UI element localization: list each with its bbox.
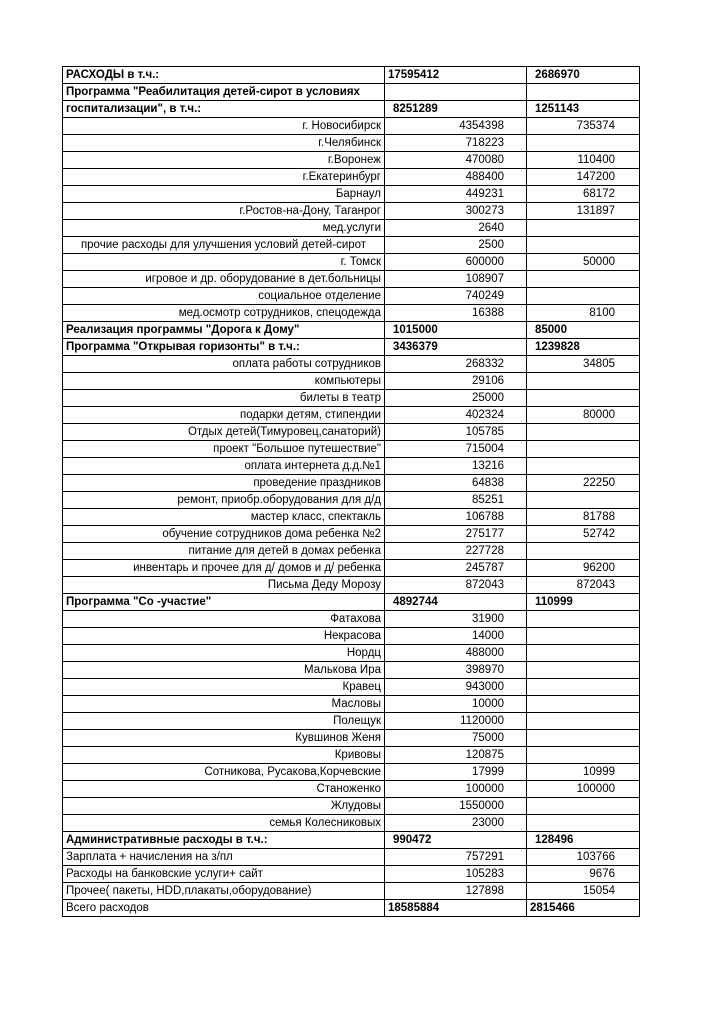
row-value-total: 1550000 [385, 798, 527, 815]
row-label: Программа "Реабилитация детей-сирот в условиях [63, 84, 385, 101]
table-row [63, 424, 640, 441]
row-label: мед.услуги [63, 220, 385, 237]
row-label: Кривовы [63, 747, 385, 764]
row-value-period [527, 220, 640, 237]
table-row [63, 509, 640, 526]
row-label: Фатахова [63, 611, 385, 628]
table-row [63, 135, 640, 152]
row-label: г. Новосибирск [63, 118, 385, 135]
row-value-period [527, 696, 640, 713]
row-label: Зарплата + начисления на з/пл [63, 849, 385, 866]
row-value-total: 740249 [385, 288, 527, 305]
table-row [63, 118, 640, 135]
table-row [63, 849, 640, 866]
row-label: Реализация программы "Дорога к Дому" [63, 322, 385, 339]
table-row [63, 900, 640, 917]
table-row [63, 781, 640, 798]
table-row [63, 713, 640, 730]
row-value-total: 1120000 [385, 713, 527, 730]
row-label: Кувшинов Женя [63, 730, 385, 747]
row-value-period: 1251143 [527, 101, 640, 118]
row-value-period: 128496 [527, 832, 640, 849]
row-label: подарки детям, стипендии [63, 407, 385, 424]
row-value-period [527, 798, 640, 815]
row-value-total: 17999 [385, 764, 527, 781]
row-value-total: 488000 [385, 645, 527, 662]
row-value-total: 127898 [385, 883, 527, 900]
row-value-period [527, 730, 640, 747]
row-label: Программа "Открывая горизонты" в т.ч.: [63, 339, 385, 356]
row-value-period: 8100 [527, 305, 640, 322]
table-row [63, 407, 640, 424]
row-label: Сотникова, Русакова,Корчевские [63, 764, 385, 781]
table-row [63, 696, 640, 713]
row-label: Прочее( пакеты, HDD,плакаты,оборудование) [63, 883, 385, 900]
row-label: обучение сотрудников дома ребенка №2 [63, 526, 385, 543]
row-label: компьютеры [63, 373, 385, 390]
row-value-period [527, 747, 640, 764]
row-value-total: 470080 [385, 152, 527, 169]
row-value-period: 100000 [527, 781, 640, 798]
row-label: Станоженко [63, 781, 385, 798]
table-row [63, 339, 640, 356]
row-value-total: 227728 [385, 543, 527, 560]
row-value-total: 4892744 [385, 594, 527, 611]
row-value-total: 600000 [385, 254, 527, 271]
row-value-total: 488400 [385, 169, 527, 186]
row-value-total: 16388 [385, 305, 527, 322]
row-value-period [527, 237, 640, 254]
table-row [63, 254, 640, 271]
row-value-total: 3436379 [385, 339, 527, 356]
table-row [63, 543, 640, 560]
row-label: Кравец [63, 679, 385, 696]
row-value-total: 10000 [385, 696, 527, 713]
table-row [63, 356, 640, 373]
row-label: Некрасова [63, 628, 385, 645]
row-value-total: 990472 [385, 832, 527, 849]
table-row [63, 186, 640, 203]
row-value-period: 103766 [527, 849, 640, 866]
table-row [63, 152, 640, 169]
row-value-total: 2500 [385, 237, 527, 254]
row-label: Письма Деду Морозу [63, 577, 385, 594]
table-row [63, 628, 640, 645]
row-value-total: 757291 [385, 849, 527, 866]
row-label: г.Екатеринбург [63, 169, 385, 186]
table-row [63, 458, 640, 475]
row-value-period: 110999 [527, 594, 640, 611]
row-value-period [527, 288, 640, 305]
table-row [63, 526, 640, 543]
row-value-total: 31900 [385, 611, 527, 628]
row-label: Полещук [63, 713, 385, 730]
row-label: Нордц [63, 645, 385, 662]
table-row [63, 730, 640, 747]
table-row [63, 237, 640, 254]
row-value-period: 34805 [527, 356, 640, 373]
row-label: проведение праздников [63, 475, 385, 492]
table-row [63, 662, 640, 679]
row-value-total: 268332 [385, 356, 527, 373]
row-value-total: 25000 [385, 390, 527, 407]
table-row [63, 798, 640, 815]
table-row [63, 747, 640, 764]
row-value-period [527, 271, 640, 288]
row-value-period [527, 543, 640, 560]
row-label: игровое и др. оборудование в дет.больницы [63, 271, 385, 288]
row-label: г.Воронеж [63, 152, 385, 169]
row-label: оплата интернета д.д.№1 [63, 458, 385, 475]
row-label: оплата работы сотрудников [63, 356, 385, 373]
row-label: социальное отделение [63, 288, 385, 305]
row-label: мед.осмотр сотрудников, спецодежда [63, 305, 385, 322]
row-value-period: 52742 [527, 526, 640, 543]
row-label: Всего расходов [63, 900, 385, 917]
row-value-period: 147200 [527, 169, 640, 186]
row-value-total: 718223 [385, 135, 527, 152]
row-value-period: 9676 [527, 866, 640, 883]
table-row [63, 373, 640, 390]
row-label: Малькова Ира [63, 662, 385, 679]
table-row [63, 220, 640, 237]
row-label: Масловы [63, 696, 385, 713]
row-value-total: 18585884 [385, 900, 527, 917]
row-value-period [527, 679, 640, 696]
table-row [63, 594, 640, 611]
expenses-table-body [63, 67, 640, 917]
row-value-period: 2686970 [527, 67, 640, 84]
table-row [63, 441, 640, 458]
row-value-total: 17595412 [385, 67, 527, 84]
row-label: РАСХОДЫ в т.ч.: [63, 67, 385, 84]
row-label: питание для детей в домах ребенка [63, 543, 385, 560]
row-value-period: 80000 [527, 407, 640, 424]
row-value-total: 8251289 [385, 101, 527, 118]
row-value-period: 96200 [527, 560, 640, 577]
row-value-total: 872043 [385, 577, 527, 594]
row-value-total: 120875 [385, 747, 527, 764]
row-value-total: 4354398 [385, 118, 527, 135]
row-label: ремонт, приобр.оборудования для д/д [63, 492, 385, 509]
row-label: г. Томск [63, 254, 385, 271]
table-row [63, 866, 640, 883]
row-value-period [527, 611, 640, 628]
row-value-period: 22250 [527, 475, 640, 492]
table-row [63, 67, 640, 84]
row-label: билеты в театр [63, 390, 385, 407]
row-label: Жлудовы [63, 798, 385, 815]
row-value-period: 110400 [527, 152, 640, 169]
row-value-total: 75000 [385, 730, 527, 747]
row-value-total: 1015000 [385, 322, 527, 339]
row-value-total: 14000 [385, 628, 527, 645]
row-value-period: 15054 [527, 883, 640, 900]
row-value-period [527, 135, 640, 152]
row-value-total: 300273 [385, 203, 527, 220]
table-row [63, 832, 640, 849]
table-row [63, 169, 640, 186]
row-value-period: 10999 [527, 764, 640, 781]
table-row [63, 305, 640, 322]
table-row [63, 645, 640, 662]
row-value-total: 2640 [385, 220, 527, 237]
row-value-total: 13216 [385, 458, 527, 475]
row-value-total: 23000 [385, 815, 527, 832]
table-row [63, 815, 640, 832]
row-value-period: 872043 [527, 577, 640, 594]
row-value-total: 64838 [385, 475, 527, 492]
row-value-period [527, 628, 640, 645]
table-row [63, 492, 640, 509]
row-value-period: 2815466 [527, 900, 640, 917]
row-value-period [527, 662, 640, 679]
row-value-total: 85251 [385, 492, 527, 509]
row-label: прочие расходы для улучшения условий детей-сирот [63, 237, 385, 254]
table-row [63, 611, 640, 628]
row-label: г.Ростов-на-Дону, Таганрог [63, 203, 385, 220]
row-label: г.Челябинск [63, 135, 385, 152]
row-value-period [527, 441, 640, 458]
row-value-period [527, 373, 640, 390]
row-label: семья Колесниковых [63, 815, 385, 832]
row-value-period [527, 84, 640, 101]
row-label: Программа "Со -участие" [63, 594, 385, 611]
row-value-total: 105283 [385, 866, 527, 883]
row-value-period [527, 390, 640, 407]
row-value-total: 398970 [385, 662, 527, 679]
table-row [63, 883, 640, 900]
row-label: Барнаул [63, 186, 385, 203]
row-value-period: 131897 [527, 203, 640, 220]
table-row [63, 560, 640, 577]
table-row [63, 322, 640, 339]
row-value-period [527, 458, 640, 475]
row-value-period: 68172 [527, 186, 640, 203]
table-row [63, 288, 640, 305]
row-value-period [527, 815, 640, 832]
row-value-total: 449231 [385, 186, 527, 203]
row-value-total: 105785 [385, 424, 527, 441]
table-row [63, 271, 640, 288]
row-value-total: 29106 [385, 373, 527, 390]
row-value-period: 735374 [527, 118, 640, 135]
expenses-table [62, 66, 640, 917]
row-value-total: 402324 [385, 407, 527, 424]
table-row [63, 764, 640, 781]
row-value-period: 1239828 [527, 339, 640, 356]
table-row [63, 390, 640, 407]
row-value-total: 108907 [385, 271, 527, 288]
row-label: проект "Большое путешествие" [63, 441, 385, 458]
row-label: Отдых детей(Тимуровец,санаторий) [63, 424, 385, 441]
table-row [63, 475, 640, 492]
row-value-period [527, 645, 640, 662]
row-value-total: 106788 [385, 509, 527, 526]
table-row [63, 84, 640, 101]
table-row [63, 203, 640, 220]
table-row [63, 679, 640, 696]
table-row [63, 577, 640, 594]
row-value-total: 245787 [385, 560, 527, 577]
table-row [63, 101, 640, 118]
row-label: Административные расходы в т.ч.: [63, 832, 385, 849]
row-label: инвентарь и прочее для д/ домов и д/ ребенка [63, 560, 385, 577]
row-value-period [527, 713, 640, 730]
row-value-period: 81788 [527, 509, 640, 526]
row-value-total: 943000 [385, 679, 527, 696]
row-label: мастер класс, спектакль [63, 509, 385, 526]
row-value-period: 50000 [527, 254, 640, 271]
row-value-period [527, 492, 640, 509]
row-value-total [385, 84, 527, 101]
row-label: госпитализации", в т.ч.: [63, 101, 385, 118]
row-value-total: 275177 [385, 526, 527, 543]
row-value-period: 85000 [527, 322, 640, 339]
row-value-total: 100000 [385, 781, 527, 798]
row-value-total: 715004 [385, 441, 527, 458]
row-label: Расходы на банковские услуги+ сайт [63, 866, 385, 883]
row-value-period [527, 424, 640, 441]
